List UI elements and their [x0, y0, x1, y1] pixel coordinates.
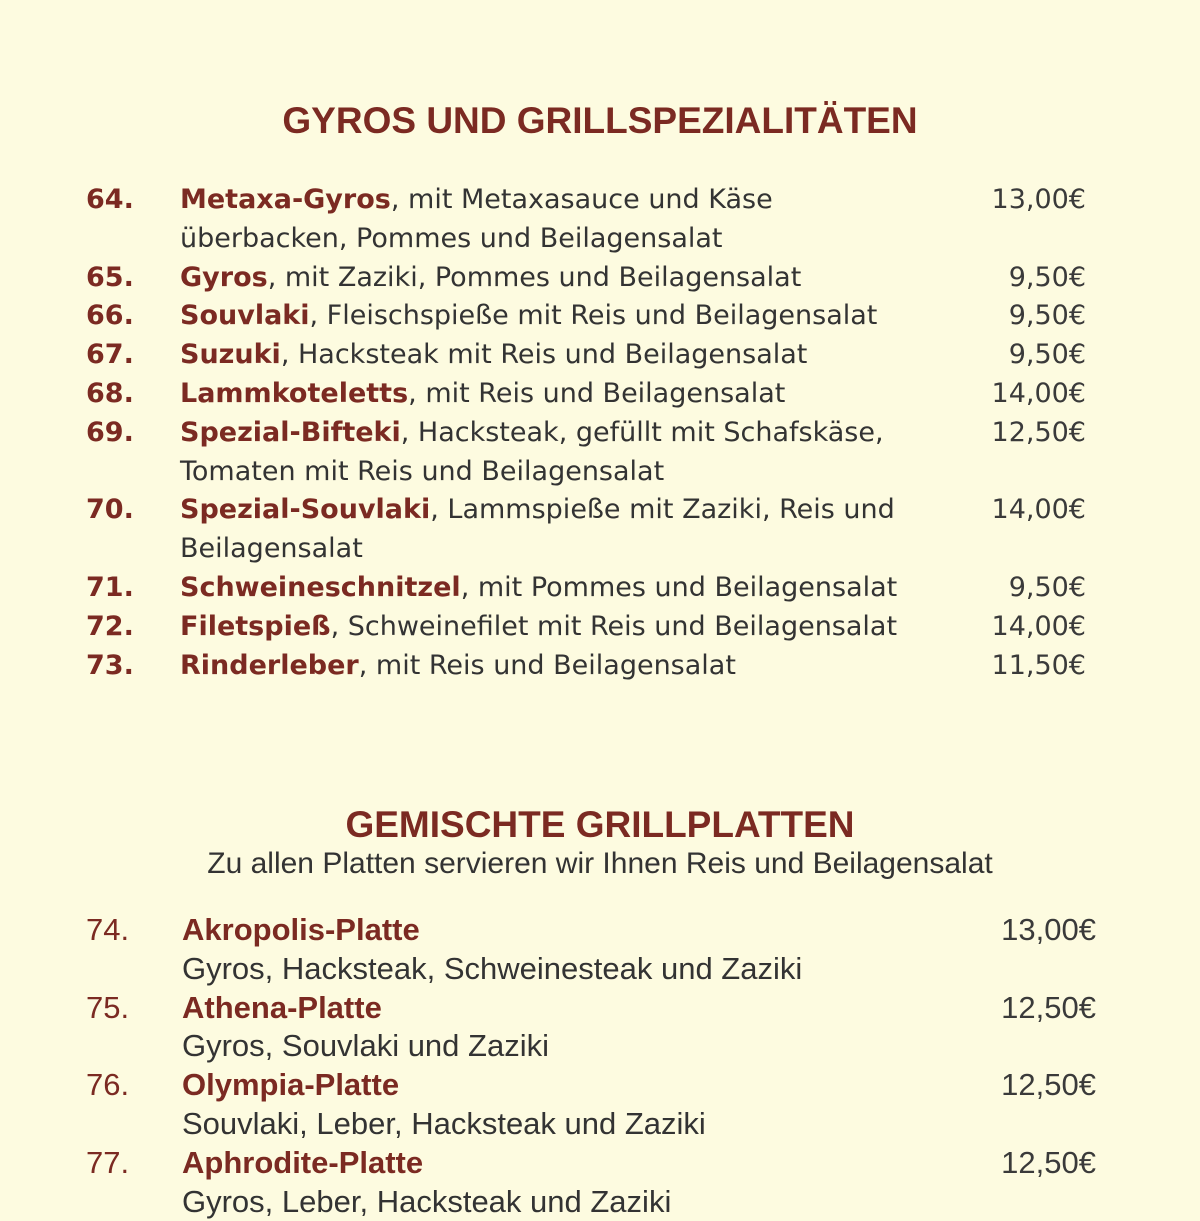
item-price: 13,00€ [991, 184, 1086, 215]
section-title-grillplatten: GEMISCHTE GRILLPLATTEN [345, 804, 855, 845]
item-name: Souvlaki [180, 300, 310, 332]
item-description-block [180, 375, 900, 414]
menu-list-gyros [0, 181, 1200, 685]
item-price: 13,00€ [1001, 912, 1096, 947]
item-price: 12,50€ [1001, 989, 1096, 1025]
item-number: 66. [86, 300, 134, 332]
item-description-block [180, 647, 900, 686]
item-price: 14,00€ [991, 494, 1086, 526]
item-number: 76. [86, 1067, 130, 1103]
item-description-block [180, 336, 900, 375]
item-description-block [180, 569, 900, 608]
menu-list-grillplatten [0, 911, 1200, 1221]
menu-item [0, 297, 1200, 336]
menu-item [0, 1066, 1200, 1144]
item-number: 72. [86, 610, 134, 642]
item-description: Souvlaki, Leber, Hacksteak und Zaziki [182, 1105, 706, 1141]
menu-item [0, 375, 1200, 414]
item-description: , Hacksteak mit Reis und Beilagensalat [280, 339, 808, 371]
item-price: 9,50€ [1008, 261, 1086, 293]
item-number: 71. [86, 571, 134, 603]
item-description: , Hacksteak, gefüllt mit Schafskäse, Tomaten mit Reis und Beilagensalat [180, 416, 884, 487]
item-description-block [180, 608, 900, 647]
item-price: 14,00€ [991, 377, 1086, 409]
menu-item [0, 608, 1200, 647]
menu-item [0, 491, 1200, 569]
item-description: Gyros, Leber, Hacksteak und Zaziki [182, 1183, 672, 1219]
item-description-block [180, 297, 900, 336]
item-description: , Lammspieße mit Zaziki, Reis und Beilagensalat [180, 494, 895, 565]
item-description-block [182, 989, 902, 1067]
item-name: Filetspieß [180, 610, 331, 642]
item-number: 69. [86, 416, 134, 448]
item-name: Athena-Platte [182, 989, 382, 1025]
item-description: Gyros, Souvlaki und Zaziki [182, 1028, 549, 1064]
menu-item [0, 259, 1200, 298]
item-description-block [180, 259, 900, 298]
item-description: , Fleischspieße mit Reis und Beilagensalat [309, 300, 878, 332]
menu-item [0, 647, 1200, 686]
item-description: , mit Pommes und Beilagensalat [460, 571, 898, 603]
menu-item [0, 1144, 1200, 1221]
item-number: 73. [86, 649, 134, 681]
item-name: Rinderleber [180, 649, 359, 681]
item-price: 9,50€ [1008, 339, 1086, 371]
item-name: Suzuki [180, 339, 281, 371]
item-name: Spezial-Bifteki [180, 416, 401, 448]
menu-item [0, 414, 1200, 492]
item-price: 9,50€ [1008, 571, 1086, 603]
item-description-block [180, 491, 900, 569]
item-name: Spezial-Souvlaki [180, 494, 431, 526]
item-description-block [182, 1066, 902, 1144]
section-subtitle: Zu allen Platten servieren wir Ihnen Reis und Beilagensalat [207, 847, 993, 880]
item-price: 12,50€ [1001, 1144, 1096, 1180]
menu-item [0, 181, 1200, 259]
item-name: Gyros [180, 261, 268, 293]
menu-item [0, 989, 1200, 1067]
item-number: 77. [86, 1144, 130, 1180]
item-description: , mit Reis und Beilagensalat [408, 377, 786, 409]
menu-item [0, 336, 1200, 375]
item-name: Olympia-Platte [182, 1067, 400, 1103]
item-name: Lammkoteletts [180, 377, 409, 409]
item-number: 65. [86, 261, 134, 293]
menu-item [0, 911, 1200, 989]
item-number: 68. [86, 377, 134, 409]
item-description: , mit Metaxasauce und Käse überbacken, Pommes und Beilagensalat [180, 184, 773, 254]
item-name: Metaxa-Gyros [180, 184, 391, 215]
item-number: 64. [86, 184, 134, 215]
item-description-block [180, 414, 900, 492]
item-number: 70. [86, 494, 134, 526]
item-name: Aphrodite-Platte [182, 1144, 424, 1180]
item-price: 14,00€ [991, 610, 1086, 642]
item-description-block [182, 911, 902, 989]
item-price: 11,50€ [991, 649, 1086, 681]
item-price: 12,50€ [1001, 1067, 1096, 1103]
menu-item [0, 569, 1200, 608]
item-description: Gyros, Hacksteak, Schweinesteak und Zaziki [182, 950, 803, 986]
item-number: 75. [86, 989, 130, 1025]
item-number: 74. [86, 912, 130, 947]
item-number: 67. [86, 339, 134, 371]
item-description: , mit Zaziki, Pommes und Beilagensalat [267, 261, 802, 293]
item-price: 9,50€ [1008, 300, 1086, 332]
item-name: Schweineschnitzel [180, 571, 461, 603]
item-description: , Schweinefilet mit Reis und Beilagensalat [330, 610, 898, 642]
item-description: , mit Reis und Beilagensalat [358, 649, 736, 681]
item-price: 12,50€ [991, 416, 1086, 448]
item-description-block [180, 181, 900, 259]
item-name: Akropolis-Platte [182, 912, 420, 947]
section-title-gyros: GYROS UND GRILLSPEZIALITÄTEN [282, 100, 918, 141]
item-description-block [182, 1144, 902, 1221]
